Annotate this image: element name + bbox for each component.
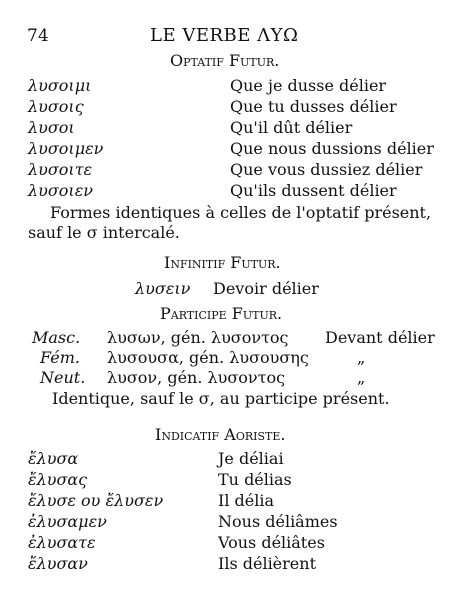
aoriste-greek-5: ἐλυσατε	[28, 533, 96, 552]
participe-forms-fem: λυσουσα, gén. λυσουσης	[107, 348, 309, 367]
aoriste-french-4: Nous déliâmes	[218, 512, 338, 531]
running-header: LE VERBE ΛΥΩ	[150, 25, 299, 46]
infinitif-french: Devoir délier	[213, 279, 319, 298]
optatif-note: Formes identiques à celles de l'optatif présent, sauf le σ intercalé.	[28, 203, 432, 242]
section-title-optatif: Optatif Futur.	[170, 51, 280, 70]
optatif-french-3: Qu'il dût délier	[230, 118, 353, 137]
aoriste-greek-3: ἔλυσε ου ἔλυσεν	[28, 491, 164, 510]
participe-french-masc: Devant délier	[325, 328, 435, 347]
participe-gender-neut: Neut.	[40, 368, 86, 387]
optatif-french-6: Qu'ils dussent délier	[230, 181, 397, 200]
aoriste-french-3: Il délia	[218, 491, 275, 510]
aoriste-greek-6: ἔλυσαν	[28, 554, 88, 573]
infinitif-greek: λυσειν	[135, 279, 191, 298]
optatif-greek-5: λυσοιτε	[28, 160, 93, 179]
aoriste-french-5: Vous déliâtes	[218, 533, 325, 552]
section-title-participe: Participe Futur.	[160, 304, 283, 323]
aoriste-greek-2: ἔλυσας	[28, 470, 88, 489]
participe-note: Identique, sauf le σ, au participe présent.	[52, 389, 390, 408]
optatif-french-2: Que tu dusses délier	[230, 97, 397, 116]
participe-forms-neut: λυσον, gén. λυσοντος	[107, 368, 286, 387]
participe-french-neut: „	[357, 368, 366, 387]
optatif-french-5: Que vous dussiez délier	[230, 160, 423, 179]
optatif-french-1: Que je dusse délier	[230, 76, 387, 95]
aoriste-greek-4: ἐλυσαμεν	[28, 512, 107, 531]
participe-french-fem: „	[357, 348, 366, 367]
participe-gender-masc: Masc.	[32, 328, 81, 347]
optatif-greek-1: λυσοιμι	[28, 76, 92, 95]
page-number: 74	[27, 26, 49, 46]
section-title-infinitif: Infinitif Futur.	[164, 253, 281, 272]
optatif-greek-3: λυσοι	[28, 118, 75, 137]
optatif-greek-4: λυσοιμεν	[28, 139, 104, 158]
aoriste-french-1: Je déliai	[218, 449, 284, 468]
participe-gender-fem: Fém.	[40, 348, 80, 367]
optatif-french-4: Que nous dussions délier	[230, 139, 434, 158]
optatif-greek-2: λυσοις	[28, 97, 84, 116]
aoriste-french-2: Tu délias	[218, 470, 292, 489]
section-title-aoriste: Indicatif Aoriste.	[155, 425, 286, 444]
aoriste-greek-1: ἔλυσα	[28, 449, 79, 468]
aoriste-french-6: Ils délièrent	[218, 554, 316, 573]
optatif-greek-6: λυσοιεν	[28, 181, 94, 200]
participe-forms-masc: λυσων, gén. λυσοντος	[107, 328, 289, 347]
